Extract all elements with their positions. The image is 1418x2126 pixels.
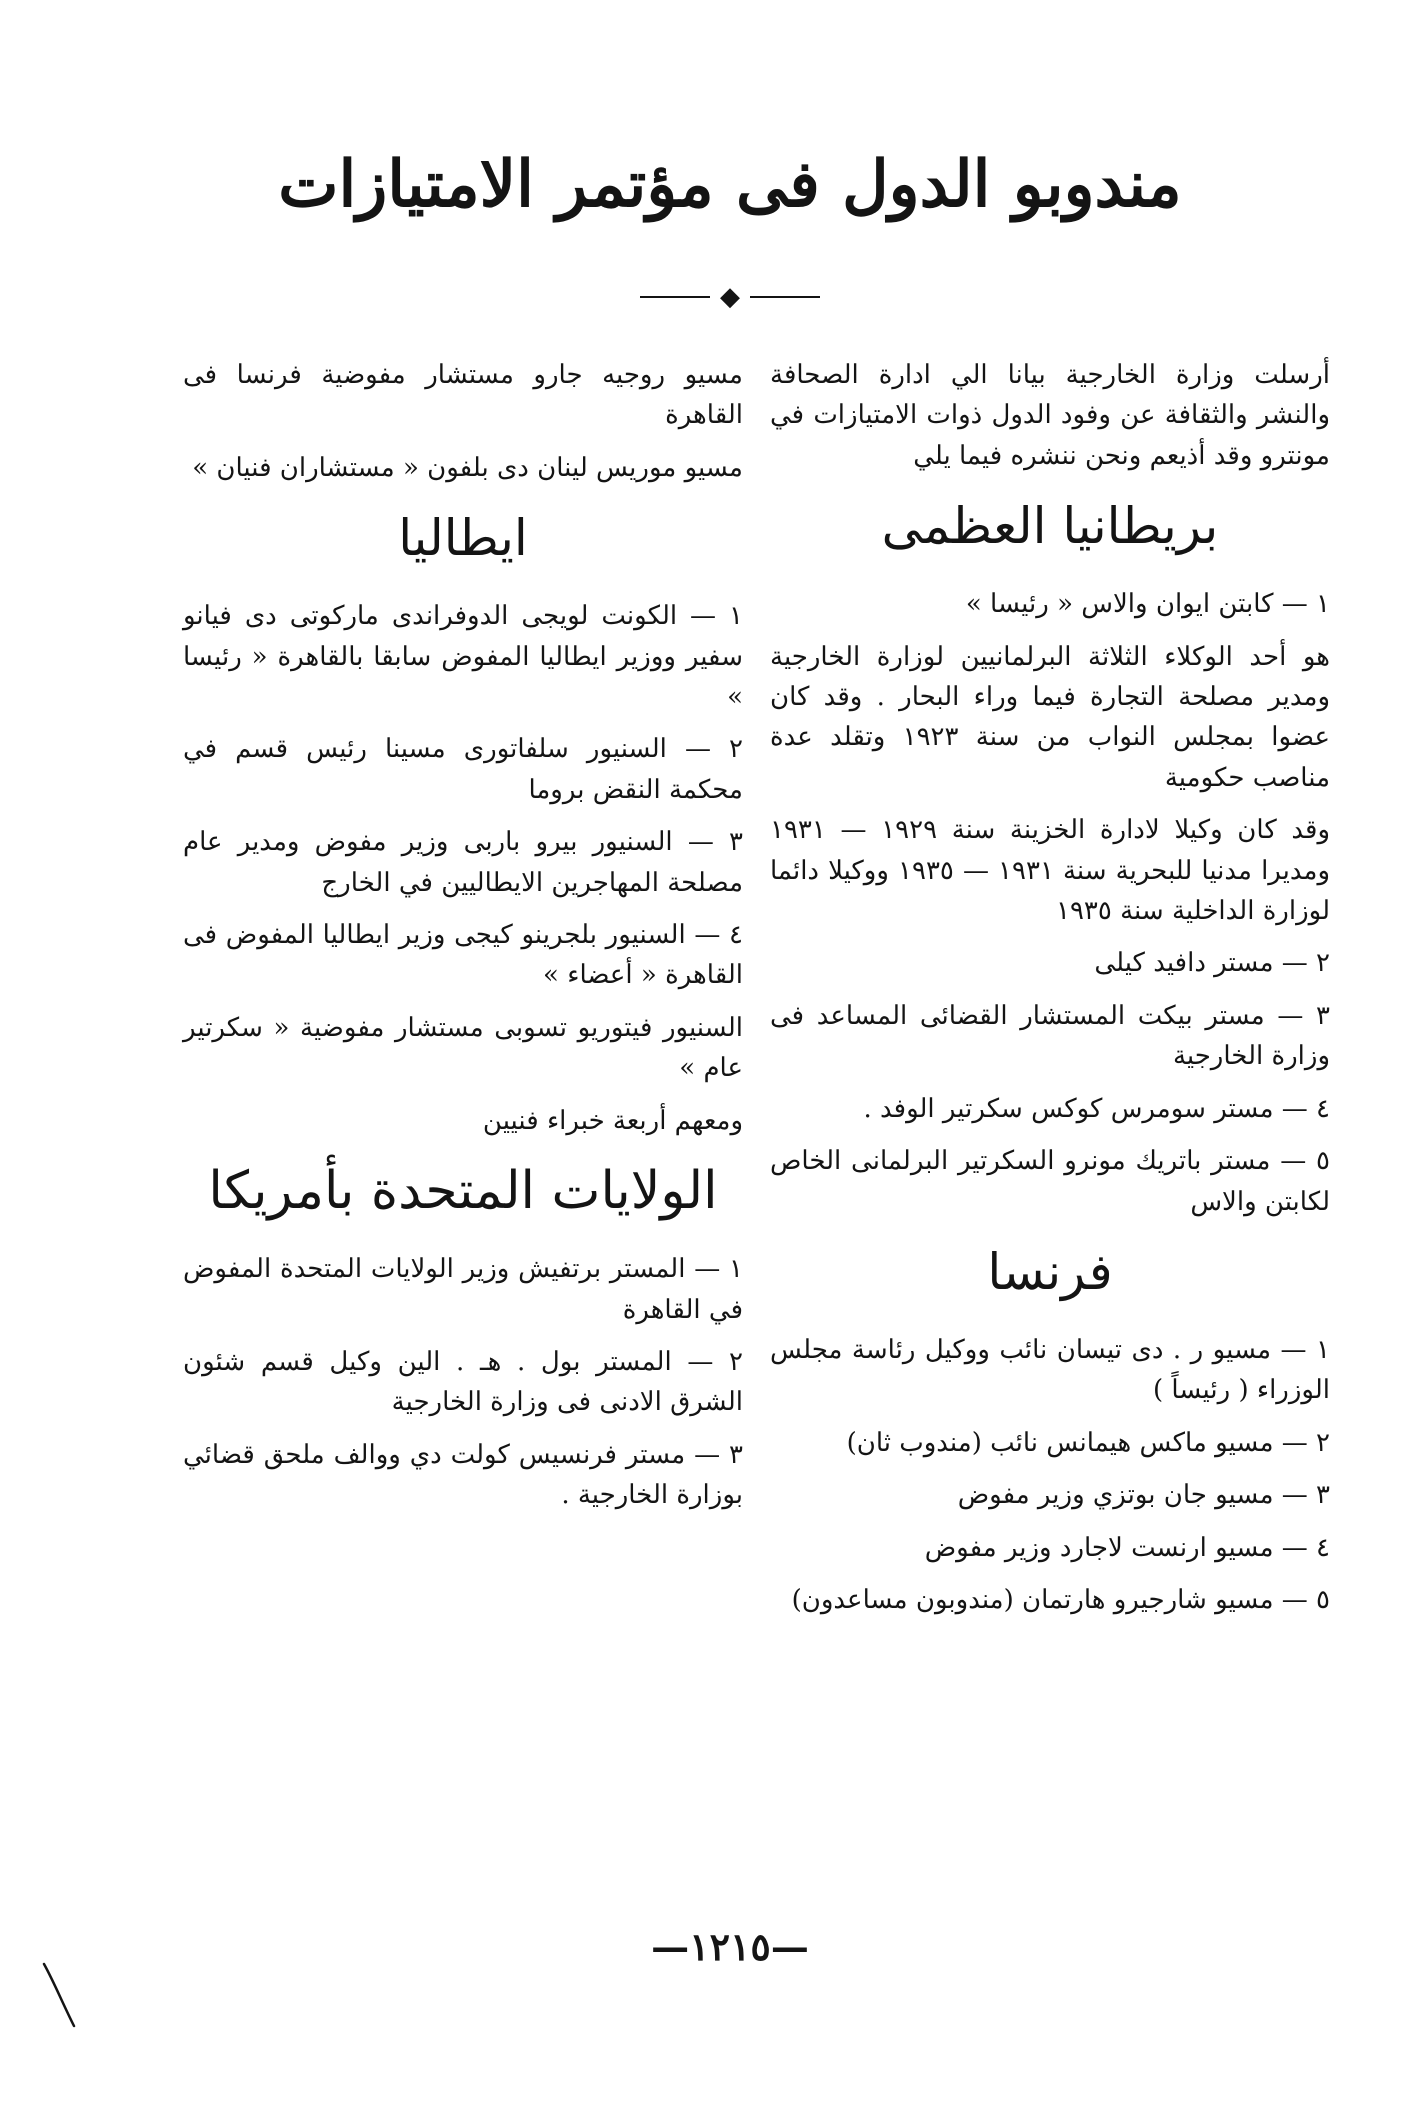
italy-item: السنيور فيتوريو تسوبى مستشار مفوضية « سكرتير عام » [183, 1012, 743, 1084]
britain-item: ١ — كابتن ايوان والاس « رئيسا » [965, 589, 1330, 620]
ornament-rule [750, 296, 820, 298]
page-number: —١٢١٥— [651, 1924, 809, 1969]
italy-item: ١ — الكونت لويجى الدوفراندى ماركوتى دى فيانو سفير ووزير ايطاليا المفوض سابقا بالقاهرة « رئيسا » [183, 601, 743, 713]
usa-item: ١ — المستر برتفيش وزير الولايات المتحدة المفوض في القاهرة [183, 1254, 743, 1325]
section-heading-italy: ايطاليا [398, 509, 528, 568]
ornament-rule [640, 296, 710, 298]
britain-item: ٣ — مستر بيكت المستشار القضائى المساعد فى وزارة الخارجية [770, 1000, 1330, 1072]
france-item: ٣ — مسيو جان بوتزي وزير مفوض [957, 1480, 1330, 1511]
france-item: ٤ — مسيو ارنست لاجارد وزير مفوض [924, 1532, 1330, 1563]
britain-item: وقد كان وكيلا لادارة الخزينة سنة ١٩٢٩ — ١٩٣١ ومديرا مدنيا للبحرية سنة ١٩٣١ — ١٩٣٥ ووكيلا دائما لوزارة الداخلية سنة ١٩٣٥ [770, 815, 1331, 927]
italy-item: ٣ — السنيور بيرو باربى وزير مفوض ومدير عام مصلحة المهاجرين الايطاليين في الخارج [183, 827, 743, 898]
france-item: ١ — مسيو ر . دى تيسان نائب ووكيل رئاسة مجلس الوزراء ( رئيساً ) [770, 1334, 1330, 1406]
italy-item: ٢ — السنيور سلفاتورى مسينا رئيس قسم في محكمة النقض بروما [183, 734, 743, 805]
britain-item: ٥ — مستر باتريك مونرو السكرتير البرلمانى الخاص لكابتن والاس [770, 1146, 1330, 1217]
usa-item: ٣ — مستر فرنسيس كولت دي ووالف ملحق قضائي بوزارة الخارجية . [183, 1439, 743, 1511]
handwritten-margin-mark [40, 1960, 80, 2030]
britain-item: ٢ — مستر دافيد كيلى [1094, 948, 1330, 979]
section-heading-britain: بريطانيا العظمى [881, 497, 1219, 556]
section-heading-usa: الولايات المتحدة بأمريكا [208, 1161, 718, 1222]
france-item: ٢ — مسيو ماكس هيمانس نائب (مندوب ثان) [846, 1427, 1330, 1458]
intro-paragraph: أرسلت وزارة الخارجية بيانا الي ادارة الصحافة والنشر والثقافة عن وفود الدول ذوات الامتيازات في مونترو وقد أذيعم ونحن ننشره فيما يلي [770, 360, 1330, 471]
page-title: مندوبو الدول فى مؤتمر الامتيازات [278, 147, 1182, 222]
britain-item: هو أحد الوكلاء الثلاثة البرلمانيين لوزارة الخارجية ومدير مصلحة التجارة فيما وراء البحار . وقد كان عضوا بمجلس النواب من سنة ١٩٢٣ وتقلد عدة مناصب حكومية [770, 641, 1330, 793]
left-column [183, 355, 743, 1528]
france-cont-item: مسيو روجيه جارو مستشار مفوضية فرنسا فى القاهرة [183, 360, 743, 431]
title-ornament [630, 272, 830, 322]
usa-item: ٢ — المستر بول . هـ . الين وكيل قسم شئون الشرق الادنى فى وزارة الخارجية [183, 1346, 743, 1418]
italy-item: ٤ — السنيور بلجرينو كيجى وزير ايطاليا المفوض فى القاهرة « أعضاء » [183, 920, 743, 991]
right-column [770, 355, 1330, 1632]
france-cont-item: مسيو موريس لينان دى بلفون « مستشاران فنيان » [192, 452, 743, 483]
france-item: ٥ — مسيو شارجيرو هارتمان (مندوبون مساعدون) [791, 1584, 1330, 1615]
italy-item: ومعهم أربعة خبراء فنيين [482, 1105, 743, 1136]
diamond-icon: ◆ [720, 282, 740, 312]
britain-item: ٤ — مستر سومرس كوكس سكرتير الوفد . [863, 1093, 1330, 1124]
section-heading-france: فرنسا [987, 1242, 1113, 1301]
